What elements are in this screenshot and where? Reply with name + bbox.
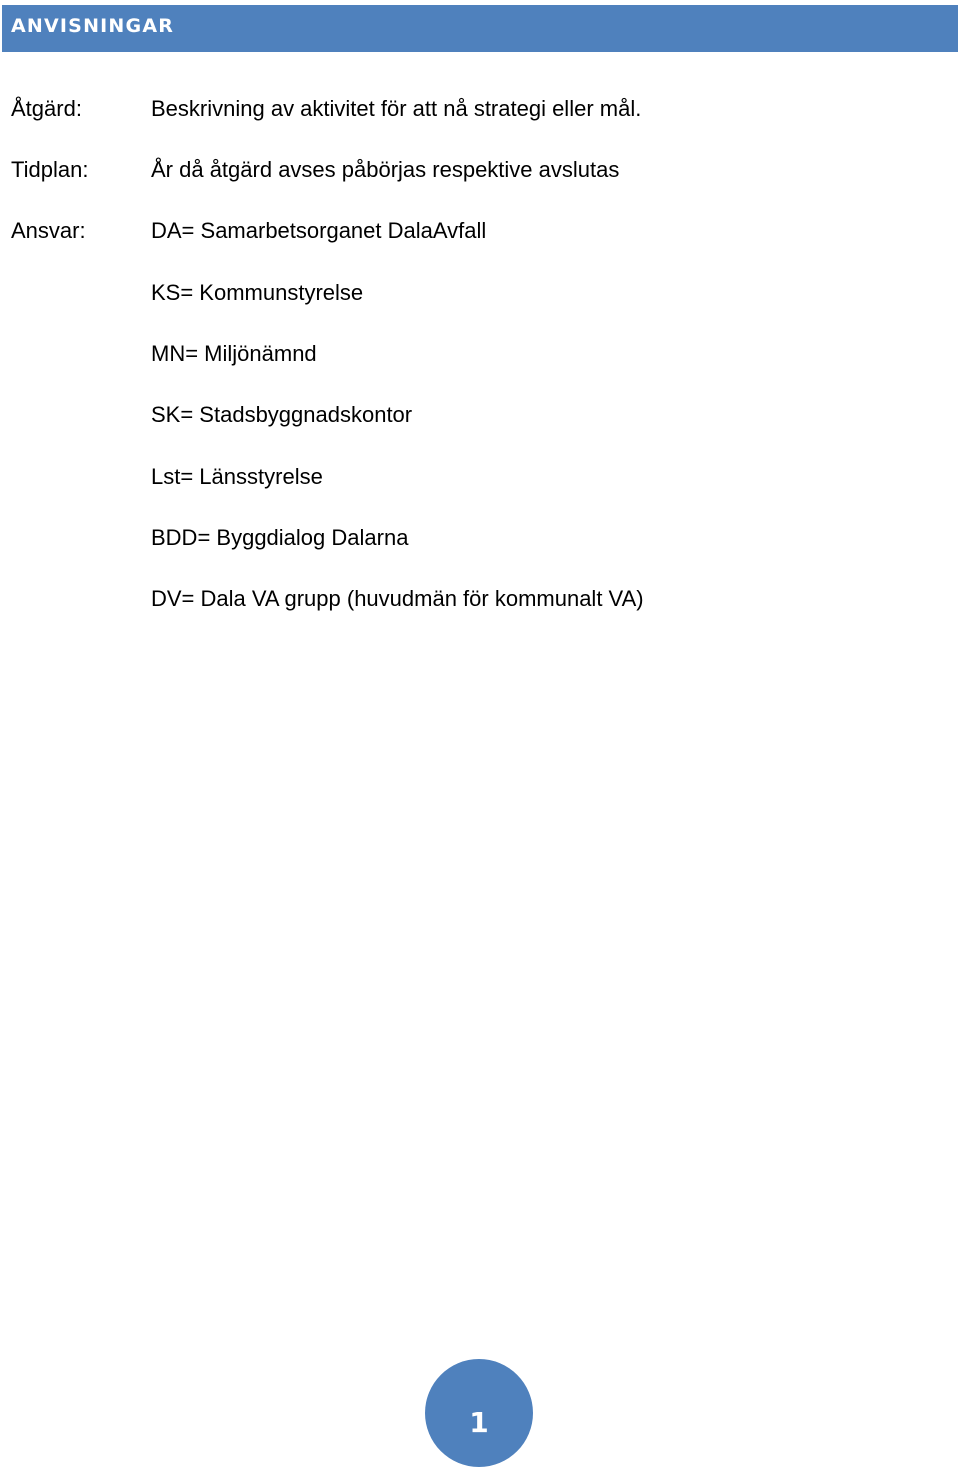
- responsible-item-bdd: BDD= Byggdialog Dalarna: [151, 525, 409, 550]
- definition-label-atgard: Åtgärd:: [11, 96, 82, 121]
- responsible-item-ks: KS= Kommunstyrelse: [151, 280, 364, 305]
- responsible-item-dv: DV= Dala VA grupp (huvudmän för kommunalt VA): [151, 586, 644, 611]
- responsible-item-lst: Lst= Länsstyrelse: [151, 464, 323, 489]
- section-title: ANVISNINGAR: [11, 15, 175, 37]
- responsible-item-mn: MN= Miljönämnd: [151, 341, 317, 366]
- definition-text-tidplan: År då åtgärd avses påbörjas respektive avslutas: [151, 157, 620, 182]
- responsible-item-sk: SK= Stadsbyggnadskontor: [151, 402, 413, 427]
- definition-label-ansvar: Ansvar:: [11, 218, 86, 243]
- definition-text-ansvar: DA= Samarbetsorganet DalaAvfall: [151, 218, 487, 243]
- definition-text-atgard: Beskrivning av aktivitet för att nå strategi eller mål.: [151, 96, 642, 121]
- definition-label-tidplan: Tidplan:: [11, 157, 89, 182]
- page-number: 1: [469, 1406, 489, 1439]
